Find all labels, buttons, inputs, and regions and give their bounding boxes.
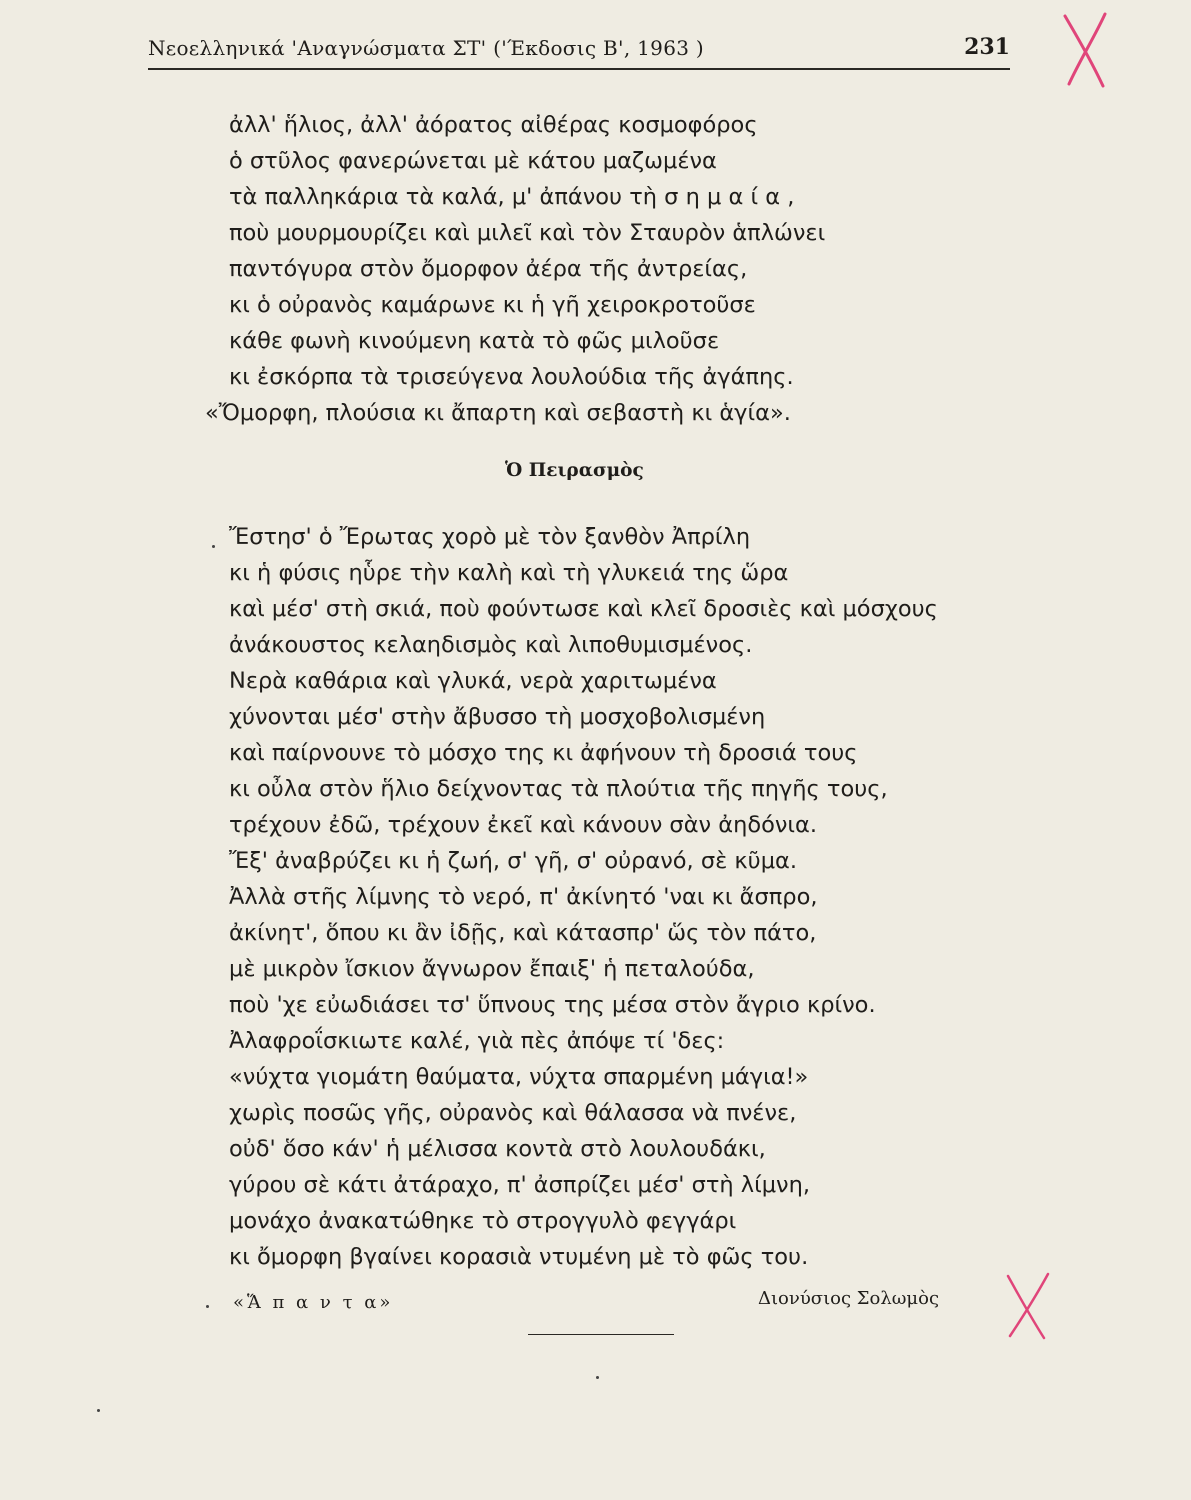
- poem-line: Ἔξ' ἀναβρύζει κι ἡ ζωή, σ' γῆ, σ' οὐρανό, σὲ κῦμα.: [229, 848, 798, 874]
- poem-line: κι ὁ οὐρανὸς καμάρωνε κι ἡ γῆ χειροκροτοῦσε: [229, 292, 756, 318]
- poem-line: χύνονται μέσ' στὴν ἄβυσσο τὴ μοσχοβολισμένη: [229, 704, 766, 730]
- poem-line: κι οὖλα στὸν ἥλιο δείχνοντας τὰ πλούτια τῆς πηγῆς τους,: [229, 776, 888, 802]
- poem-line: τρέχουν ἐδῶ, τρέχουν ἐκεῖ καὶ κάνουν σὰν ἀηδόνια.: [229, 812, 818, 838]
- poem-line: κι ὄμορφη βγαίνει κορασιὰ ντυμένη μὲ τὸ φῶς του.: [229, 1244, 809, 1270]
- end-rule: [528, 1334, 674, 1335]
- scan-speck: [212, 545, 215, 548]
- pink-x-mark-icon: [1000, 1270, 1056, 1342]
- poem-line: κι ἐσκόρπα τὰ τρισεύγενα λουλούδια τῆς ἀγάπης.: [229, 364, 794, 390]
- scan-speck: [596, 1376, 599, 1379]
- poem-line: οὐδ' ὅσο κάν' ἡ μέλισσα κοντὰ στὸ λουλουδάκι,: [229, 1136, 766, 1162]
- author-name: Διονύσιος Σολωμὸς: [758, 1288, 940, 1309]
- pink-x-mark-icon: [1055, 8, 1115, 88]
- poem-line: ὁ στῦλος φανερώνεται μὲ κάτου μαζωμένα: [229, 148, 717, 174]
- poem-line: ἀνάκουστος κελαηδισμὸς καὶ λιποθυμισμένος.: [229, 632, 753, 658]
- poem-line: «Ὄμορφη, πλούσια κι ἄπαρτη καὶ σεβαστὴ κι ἁγία».: [205, 400, 791, 426]
- poem-line: κι ἡ φύσις ηὗρε τὴν καλὴ καὶ τὴ γλυκειά της ὥρα: [229, 560, 789, 586]
- poem-line: καὶ παίρνουνε τὸ μόσχο της κι ἀφήνουν τὴ δροσιά τους: [229, 740, 858, 766]
- poem-line: ποὺ 'χε εὐωδιάσει τσ' ὕπνους της μέσα στὸν ἄγριο κρίνο.: [229, 992, 876, 1018]
- header-rule: [148, 68, 1010, 70]
- poem-line: μονάχο ἀνακατώθηκε τὸ στρογγυλὸ φεγγάρι: [229, 1208, 737, 1234]
- poem-line: χωρὶς ποσῶς γῆς, οὐρανὸς καὶ θάλασσα νὰ πνένε,: [229, 1100, 797, 1126]
- page-number: 231: [964, 34, 1010, 60]
- header-title: Νεοελληνικά 'Αναγνώσματα ΣΤ' ('Έκδοσις Β', 1963 ): [148, 36, 705, 60]
- poem-line: παντόγυρα στὸν ὄμορφον ἀέρα τῆς ἀντρείας,: [229, 256, 748, 282]
- poem-line: Νερὰ καθάρια καὶ γλυκά, νερὰ χαριτωμένα: [229, 668, 717, 694]
- poem-line: κάθε φωνὴ κινούμενη κατὰ τὸ φῶς μιλοῦσε: [229, 328, 720, 354]
- section-title: Ὁ Πειρασμὸς: [505, 460, 644, 481]
- poem-line: γύρου σὲ κάτι ἀτάραχο, π' ἀσπρίζει μέσ' στὴ λίμνη,: [229, 1172, 811, 1198]
- running-header: [148, 32, 1010, 66]
- scan-speck: [206, 1305, 209, 1308]
- scan-speck: [97, 1409, 100, 1412]
- poem-line: ποὺ μουρμουρίζει καὶ μιλεῖ καὶ τὸν Σταυρὸν ἁπλώνει: [229, 220, 826, 246]
- source-citation: «Ἅ π α ν τ α»: [233, 1292, 394, 1313]
- poem-line: καὶ μέσ' στὴ σκιά, ποὺ φούντωσε καὶ κλεῖ δροσιὲς καὶ μόσχους: [229, 596, 938, 622]
- poem-line: Ἀλλὰ στῆς λίμνης τὸ νερό, π' ἀκίνητό 'ναι κι ἄσπρο,: [229, 884, 818, 910]
- poem-line: ἀκίνητ', ὅπου κι ἂν ἰδῇς, καὶ κάτασπρ' ὥς τὸν πάτο,: [229, 920, 817, 946]
- poem-line: μὲ μικρὸν ἴσκιον ἄγνωρον ἔπαιξ' ἡ πεταλούδα,: [229, 956, 755, 982]
- poem-line: Ἔστησ' ὁ Ἔρωτας χορὸ μὲ τὸν ξανθὸν Ἀπρίλη: [229, 524, 751, 550]
- poem-line: Ἀλαφροΐσκιωτε καλέ, γιὰ πὲς ἀπόψε τί 'δες:: [229, 1028, 725, 1054]
- poem-line: «νύχτα γιομάτη θαύματα, νύχτα σπαρμένη μάγια!»: [229, 1064, 809, 1090]
- poem-line: τὰ παλληκάρια τὰ καλά, μ' ἀπάνου τὴ σ η μ α ί α ,: [229, 184, 795, 210]
- poem-line: ἀλλ' ἥλιος, ἀλλ' ἀόρατος αἰθέρας κοσμοφόρος: [229, 112, 758, 138]
